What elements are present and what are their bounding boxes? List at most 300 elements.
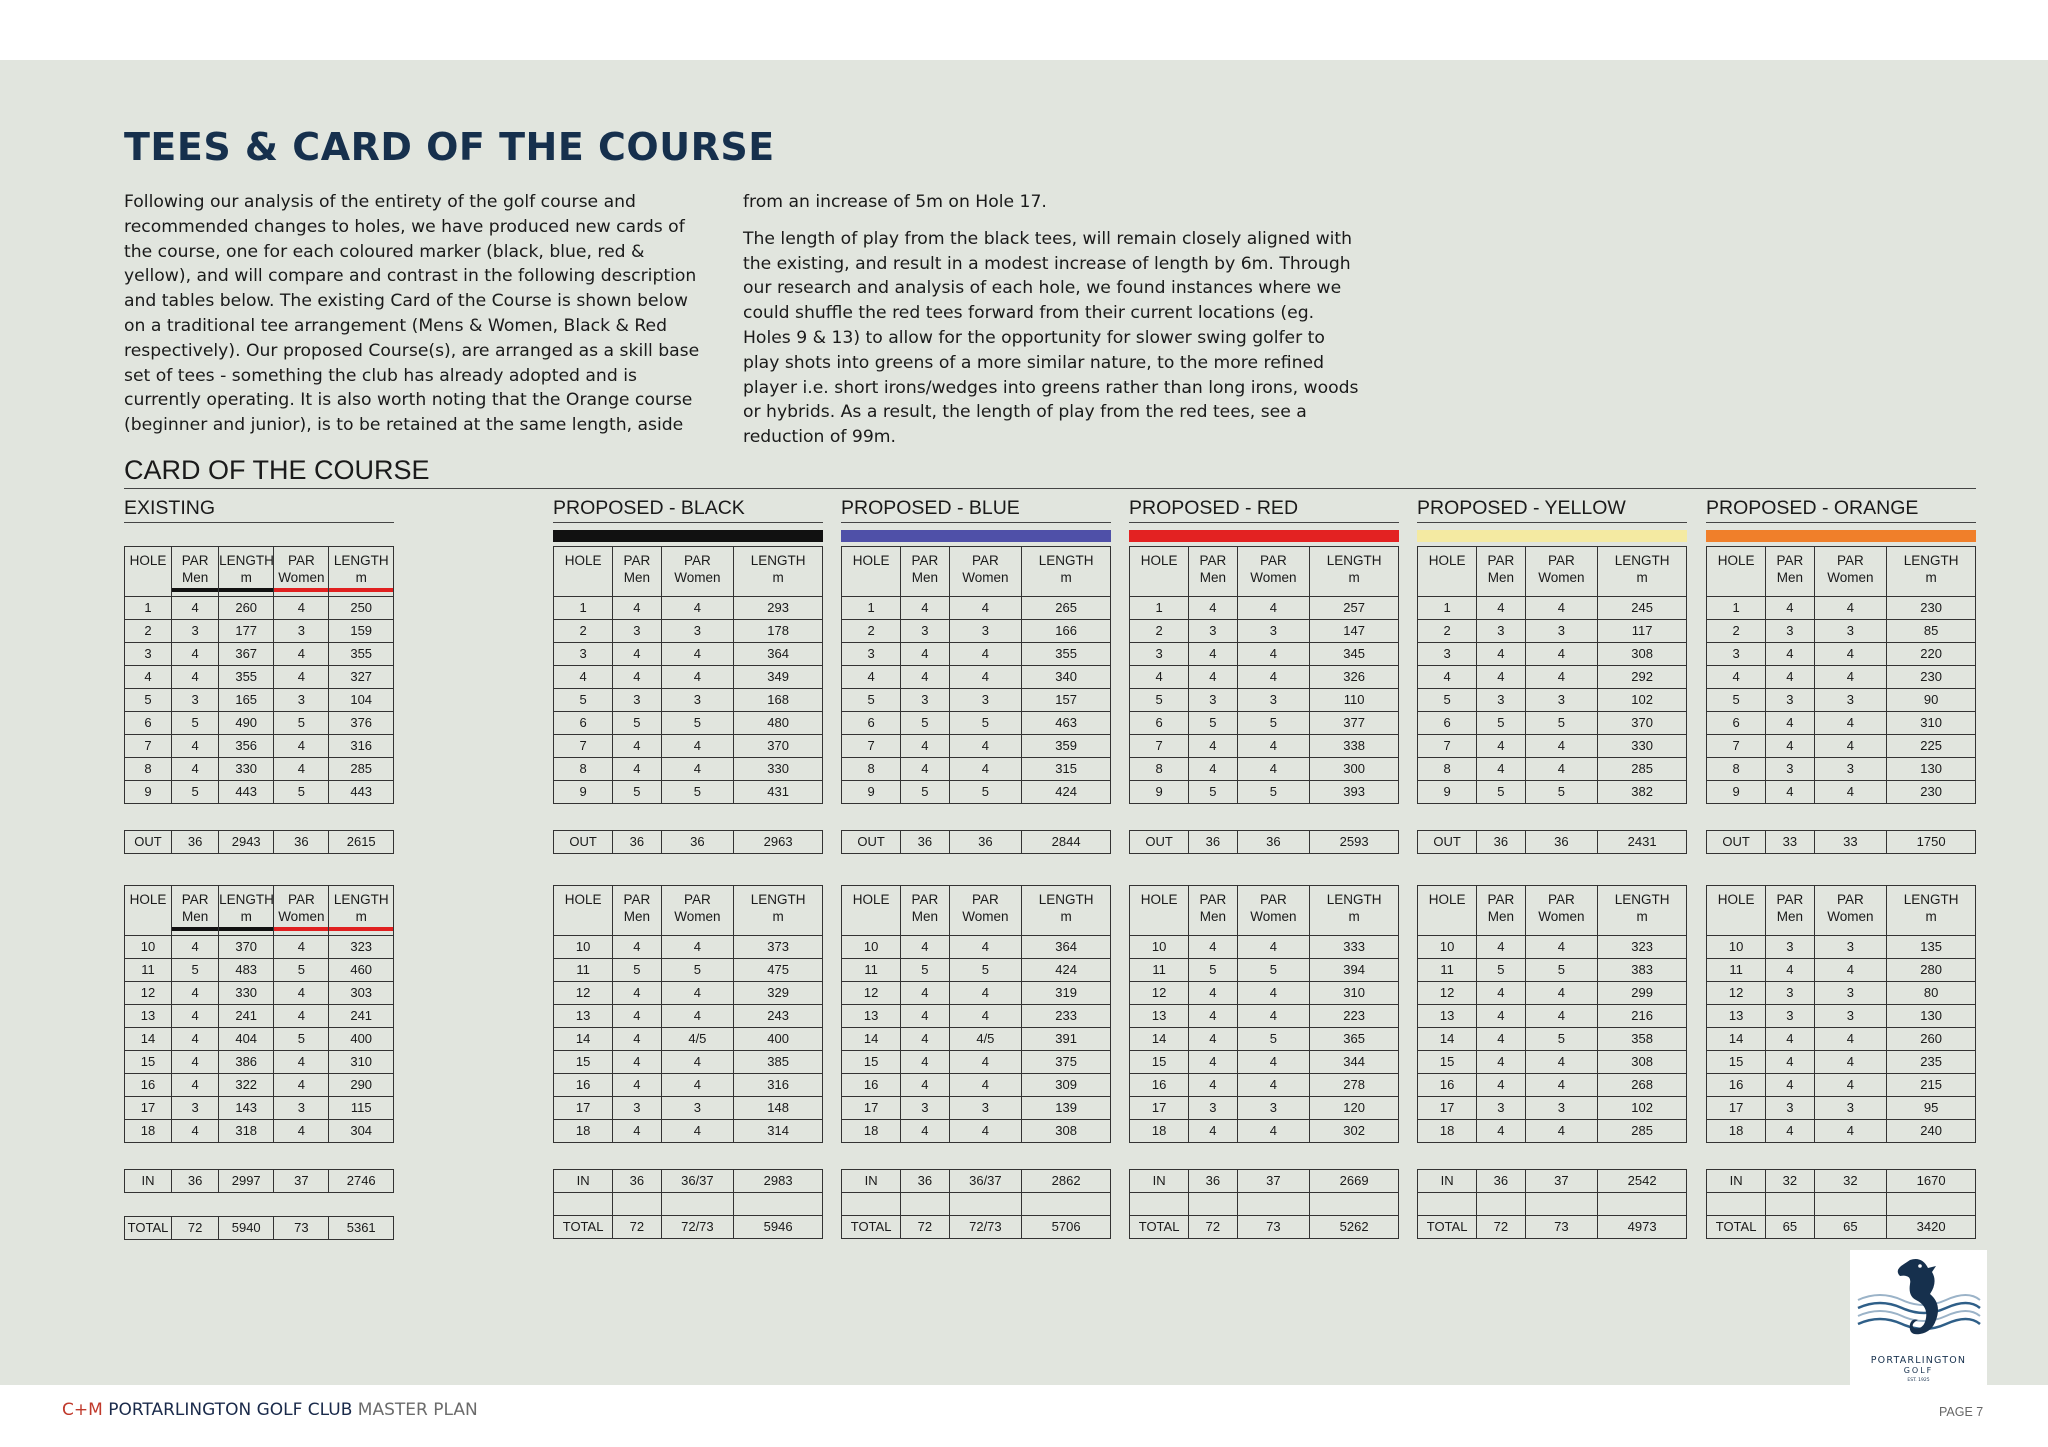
summary-cell: 36 [172,1170,219,1193]
table-row [554,1005,823,1028]
table-cell: 5 [1237,1028,1310,1051]
table-cell: 13 [1418,1005,1477,1028]
table-cell: 4 [1525,758,1598,781]
table-cell: 4 [274,1005,329,1028]
summary-label: TOTAL [554,1216,613,1239]
table-cell: 4 [1525,1005,1598,1028]
in-total-table [1706,1169,1976,1239]
summary-cell: 73 [274,1217,329,1240]
blank-cell [1766,1193,1814,1216]
table-cell: 241 [329,1005,394,1028]
header-cell [1598,547,1687,597]
table-cell: 3 [661,620,734,643]
table-cell: 3 [1707,643,1766,666]
header-subtext: Women [962,909,1009,924]
table-cell: 4 [172,758,219,781]
table-cell: 4 [1814,643,1887,666]
summary-cell: 36 [1189,831,1237,854]
table-cell: 4 [1418,666,1477,689]
out-row [1418,831,1687,854]
table-cell: 13 [125,1005,172,1028]
header-subtext: m [772,570,784,585]
table-row [842,982,1111,1005]
table-cell: 3 [661,1097,734,1120]
table-row [1130,982,1399,1005]
header-text: PAR [287,553,315,568]
out-row [554,831,823,854]
course-label: PROPOSED - YELLOW [1417,497,1626,519]
total-row [1707,1216,1976,1239]
table-row [1707,620,1976,643]
table-cell: 5 [1525,781,1598,804]
header-cell [1418,547,1477,597]
table-cell: 7 [1130,735,1189,758]
course-label-rule [1417,522,1687,523]
table-row [1707,735,1976,758]
table-cell: 1 [125,597,172,620]
course-label: PROPOSED - BLACK [553,497,745,519]
table-cell: 4 [125,666,172,689]
heading-rule [124,488,1976,489]
table-cell: 12 [1707,982,1766,1005]
header-cell [1130,547,1189,597]
summary-label: OUT [842,831,901,854]
table-row [842,1097,1111,1120]
table-cell: 5 [125,689,172,712]
table-row [1707,1097,1976,1120]
table-cell: 4 [1237,1120,1310,1143]
table-cell: 3 [1766,982,1814,1005]
header-text: PAR [684,892,711,907]
header-text: PAR [623,892,651,907]
table-cell: 490 [219,712,274,735]
header-subtext: m [1636,570,1648,585]
table-cell: 364 [1022,936,1111,959]
in-total-table [553,1169,823,1239]
table-cell: 10 [125,936,172,959]
course-label: PROPOSED - BLUE [841,497,1020,519]
table-cell: 148 [734,1097,823,1120]
table-row [1418,1097,1687,1120]
header-text: LENGTH [1614,892,1670,907]
table-cell: 4 [1814,781,1887,804]
summary-cell: 36 [172,831,219,854]
table-cell: 4 [1237,1005,1310,1028]
summary-cell: 1670 [1887,1170,1976,1193]
table-cell: 5 [613,781,661,804]
table-cell: 1 [1707,597,1766,620]
table-cell: 443 [329,781,394,804]
header-cell [734,886,823,936]
table-cell: 4 [1525,1074,1598,1097]
table-cell: 4 [1766,712,1814,735]
table-row [125,982,394,1005]
table-row [1707,1074,1976,1097]
table-cell: 4 [661,666,734,689]
header-text: LENGTH [1326,892,1382,907]
table-cell: 3 [1237,689,1310,712]
table-cell: 460 [329,959,394,982]
table-row [1418,735,1687,758]
table-cell: 355 [329,643,394,666]
table-cell: 5 [613,712,661,735]
summary-cell: 2844 [1022,831,1111,854]
summary-cell: 5361 [329,1217,394,1240]
table-cell: 367 [219,643,274,666]
table-cell: 139 [1022,1097,1111,1120]
table-cell: 4 [613,758,661,781]
blank-cell [1418,1193,1477,1216]
table-cell: 356 [219,735,274,758]
front-nine-table [124,546,394,804]
table-cell: 104 [329,689,394,712]
summary-cell: 36 [1525,831,1598,854]
table-cell: 5 [1525,712,1598,735]
table-cell: 4 [172,936,219,959]
table-row [1130,959,1399,982]
header-text: LENGTH [750,892,806,907]
table-cell: 5 [661,781,734,804]
course-card-blue [841,496,1111,1234]
summary-cell: 32 [1814,1170,1887,1193]
summary-cell: 2669 [1310,1170,1399,1193]
table-cell: 3 [1766,1005,1814,1028]
table-cell: 11 [1130,959,1189,982]
blank-cell [1887,1193,1976,1216]
header-subtext: Women [674,909,721,924]
table-cell: 2 [1130,620,1189,643]
summary-label: TOTAL [842,1216,901,1239]
table-cell: 215 [1887,1074,1976,1097]
table-cell: 4 [949,666,1022,689]
table-cell: 178 [734,620,823,643]
header-cell [1022,886,1111,936]
table-row [125,712,394,735]
table-header-row [1418,547,1687,597]
summary-cell: 36 [1477,831,1525,854]
table-cell: 6 [1707,712,1766,735]
header-cell [613,547,661,597]
table-cell: 110 [1310,689,1399,712]
header-cell [274,886,329,936]
table-cell: 4 [901,1028,949,1051]
table-cell: 370 [219,936,274,959]
table-cell: 280 [1887,959,1976,982]
table-cell: 393 [1310,781,1399,804]
table-cell: 5 [1189,781,1237,804]
summary-cell: 3420 [1887,1216,1976,1239]
header-text: PAR [1776,892,1804,907]
summary-label: IN [125,1170,172,1193]
table-row [1418,982,1687,1005]
table-cell: 4 [1707,666,1766,689]
header-cell [1707,547,1766,597]
table-cell: 3 [1814,620,1887,643]
table-cell: 5 [274,959,329,982]
table-cell: 5 [1477,712,1525,735]
footer-club: PORTARLINGTON GOLF CLUB [108,1400,353,1420]
table-cell: 80 [1887,982,1976,1005]
blank-cell [1814,1193,1887,1216]
table-cell: 4 [172,1005,219,1028]
header-subtext: m [772,909,784,924]
table-cell: 135 [1887,936,1976,959]
table-cell: 4 [1237,1051,1310,1074]
header-subtext: Men [911,570,938,585]
course-label: PROPOSED - RED [1129,497,1299,519]
header-text: PAR [287,892,315,907]
table-cell: 308 [1022,1120,1111,1143]
table-cell: 373 [734,936,823,959]
table-cell: 3 [661,689,734,712]
header-cell [219,547,274,597]
table-row [1130,666,1399,689]
table-row [842,1120,1111,1143]
in-row [1130,1170,1399,1193]
summary-cell: 73 [1525,1216,1598,1239]
page-number: PAGE 7 [1939,1405,1984,1419]
summary-cell: 37 [1237,1170,1310,1193]
table-cell: 364 [734,643,823,666]
table-cell: 319 [1022,982,1111,1005]
table-cell: 4 [613,982,661,1005]
table-cell: 365 [1310,1028,1399,1051]
course-card-orange [1706,496,1976,1234]
header-cell [172,886,219,936]
table-row [1418,666,1687,689]
table-cell: 102 [1598,689,1687,712]
table-cell: 268 [1598,1074,1687,1097]
table-row [1130,1028,1399,1051]
header-subtext: Women [1827,909,1874,924]
out-row [1130,831,1399,854]
table-cell: 323 [329,936,394,959]
header-cell [1477,547,1525,597]
table-cell: 310 [329,1051,394,1074]
table-cell: 18 [842,1120,901,1143]
table-cell: 8 [1130,758,1189,781]
table-cell: 4 [172,1120,219,1143]
header-subtext: m [1348,909,1360,924]
table-cell: 4 [949,1074,1022,1097]
table-cell: 4 [661,735,734,758]
table-row [1707,1051,1976,1074]
blank-cell [1598,1193,1687,1216]
table-cell: 4 [1189,1120,1237,1143]
table-cell: 5 [1237,959,1310,982]
table-cell: 345 [1310,643,1399,666]
table-cell: 3 [1766,1097,1814,1120]
table-cell: 5 [1237,781,1310,804]
table-cell: 1 [1130,597,1189,620]
table-cell: 3 [1766,620,1814,643]
header-subtext: Women [278,909,325,924]
table-cell: 15 [1707,1051,1766,1074]
table-cell: 338 [1310,735,1399,758]
table-cell: 5 [949,712,1022,735]
table-cell: 4 [613,735,661,758]
table-cell: 4 [1766,1051,1814,1074]
table-cell: 4 [1525,643,1598,666]
table-cell: 4 [274,643,329,666]
table-cell: 4 [901,1005,949,1028]
header-cell [1766,547,1814,597]
black-tee-underline [218,588,274,592]
in-row [125,1170,394,1193]
table-cell: 260 [1887,1028,1976,1051]
table-row [1130,712,1399,735]
summary-label: TOTAL [1130,1216,1189,1239]
intro-paragraph-3: The length of play from the black tees, will remain closely aligned with the existing, and result in a modest increase of length by 6m. Through our research and analysis of each hole, we found instances where we could shuffle the red tees forward from their current locations (eg. Holes 9 & 13) to allow for the opportunity for slower swing golfer to play shots into greens of a more similar nature, to the more refined player i.e. short irons/wedges into greens rather than long irons, woods or hybrids. As a result, the length of play from the red tees, see a reduction of 99m. [743,228,1359,448]
table-cell: 385 [734,1051,823,1074]
logo-text-line3: EST. 1925 [1907,1378,1930,1383]
table-cell: 4 [661,758,734,781]
table-cell: 4 [1189,1074,1237,1097]
table-cell: 4 [949,1005,1022,1028]
table-cell: 400 [329,1028,394,1051]
summary-cell: 2943 [219,831,274,854]
table-cell: 14 [1707,1028,1766,1051]
table-cell: 4 [901,1051,949,1074]
summary-label: IN [1707,1170,1766,1193]
header-cell [1022,547,1111,597]
summary-label: TOTAL [125,1217,172,1240]
table-row [1130,1005,1399,1028]
blank-cell [1237,1193,1310,1216]
table-cell: 4 [1237,666,1310,689]
table-cell: 4 [661,597,734,620]
header-text: HOLE [852,553,890,568]
table-row [1418,597,1687,620]
header-cell [661,886,734,936]
table-cell: 4 [1189,982,1237,1005]
blank-cell [554,1193,613,1216]
course-label-rule [124,522,394,523]
header-text: LENGTH [1038,553,1094,568]
header-cell [901,886,949,936]
table-cell: 115 [329,1097,394,1120]
out-total-table [841,830,1111,854]
header-cell [734,547,823,597]
blank-cell [661,1193,734,1216]
table-row [1130,936,1399,959]
table-cell: 318 [219,1120,274,1143]
table-cell: 16 [1418,1074,1477,1097]
tee-color-bar [553,530,823,542]
blank-cell [1189,1193,1237,1216]
table-cell: 11 [1418,959,1477,982]
table-cell: 7 [125,735,172,758]
table-cell: 5 [661,712,734,735]
table-cell: 5 [172,959,219,982]
table-row [1418,758,1687,781]
table-cell: 3 [172,620,219,643]
header-cell [1525,547,1598,597]
table-cell: 6 [842,712,901,735]
table-header-row [554,886,823,936]
table-cell: 4 [901,735,949,758]
table-cell: 4 [613,1051,661,1074]
table-header-row [125,547,394,597]
header-text: LENGTH [219,892,274,907]
table-cell: 5 [554,689,613,712]
table-cell: 292 [1598,666,1687,689]
table-row [554,781,823,804]
table-cell: 4 [949,758,1022,781]
table-cell: 4 [661,1120,734,1143]
header-cell [661,547,734,597]
header-cell [1887,547,1976,597]
table-cell: 327 [329,666,394,689]
table-cell: 7 [554,735,613,758]
table-cell: 220 [1887,643,1976,666]
header-subtext: Women [1827,570,1874,585]
table-cell: 4 [949,982,1022,1005]
table-cell: 4 [613,1005,661,1028]
header-text: PAR [1199,553,1227,568]
table-cell: 308 [1598,1051,1687,1074]
in-row [554,1170,823,1193]
table-cell: 285 [329,758,394,781]
header-cell [1237,886,1310,936]
summary-cell: 5946 [734,1216,823,1239]
table-row [842,1051,1111,1074]
header-text: HOLE [129,892,167,907]
out-row [125,831,394,854]
table-cell: 16 [554,1074,613,1097]
table-cell: 431 [734,781,823,804]
back-nine-table [124,885,394,1143]
header-cell [1525,886,1598,936]
table-cell: 316 [329,735,394,758]
table-cell: 4 [1766,781,1814,804]
summary-cell: 2983 [734,1170,823,1193]
summary-cell: 1750 [1887,831,1976,854]
table-row [1707,959,1976,982]
table-header-row [842,547,1111,597]
header-text: HOLE [564,553,602,568]
table-row [1130,689,1399,712]
table-cell: 4 [901,1120,949,1143]
table-cell: 383 [1598,959,1687,982]
table-cell: 3 [274,689,329,712]
header-cell [329,547,394,597]
course-card-yellow [1417,496,1687,1234]
summary-cell: 72/73 [949,1216,1022,1239]
header-cell [125,886,172,936]
header-text: HOLE [1140,553,1178,568]
table-header-row [1707,547,1976,597]
black-tee-underline [171,588,219,592]
table-row [554,1074,823,1097]
header-text: LENGTH [1326,553,1382,568]
table-cell: 13 [842,1005,901,1028]
header-text: HOLE [1717,892,1755,907]
table-cell: 4 [274,1074,329,1097]
blank-cell [1707,1193,1766,1216]
table-header-row [1130,547,1399,597]
table-cell: 4 [613,1120,661,1143]
blank-cell [613,1193,661,1216]
table-cell: 4 [901,597,949,620]
table-cell: 4 [1525,936,1598,959]
header-text: LENGTH [750,553,806,568]
table-cell: 4 [1525,597,1598,620]
header-cell [1814,886,1887,936]
table-cell: 250 [329,597,394,620]
table-row [1418,712,1687,735]
summary-cell: 2542 [1598,1170,1687,1193]
